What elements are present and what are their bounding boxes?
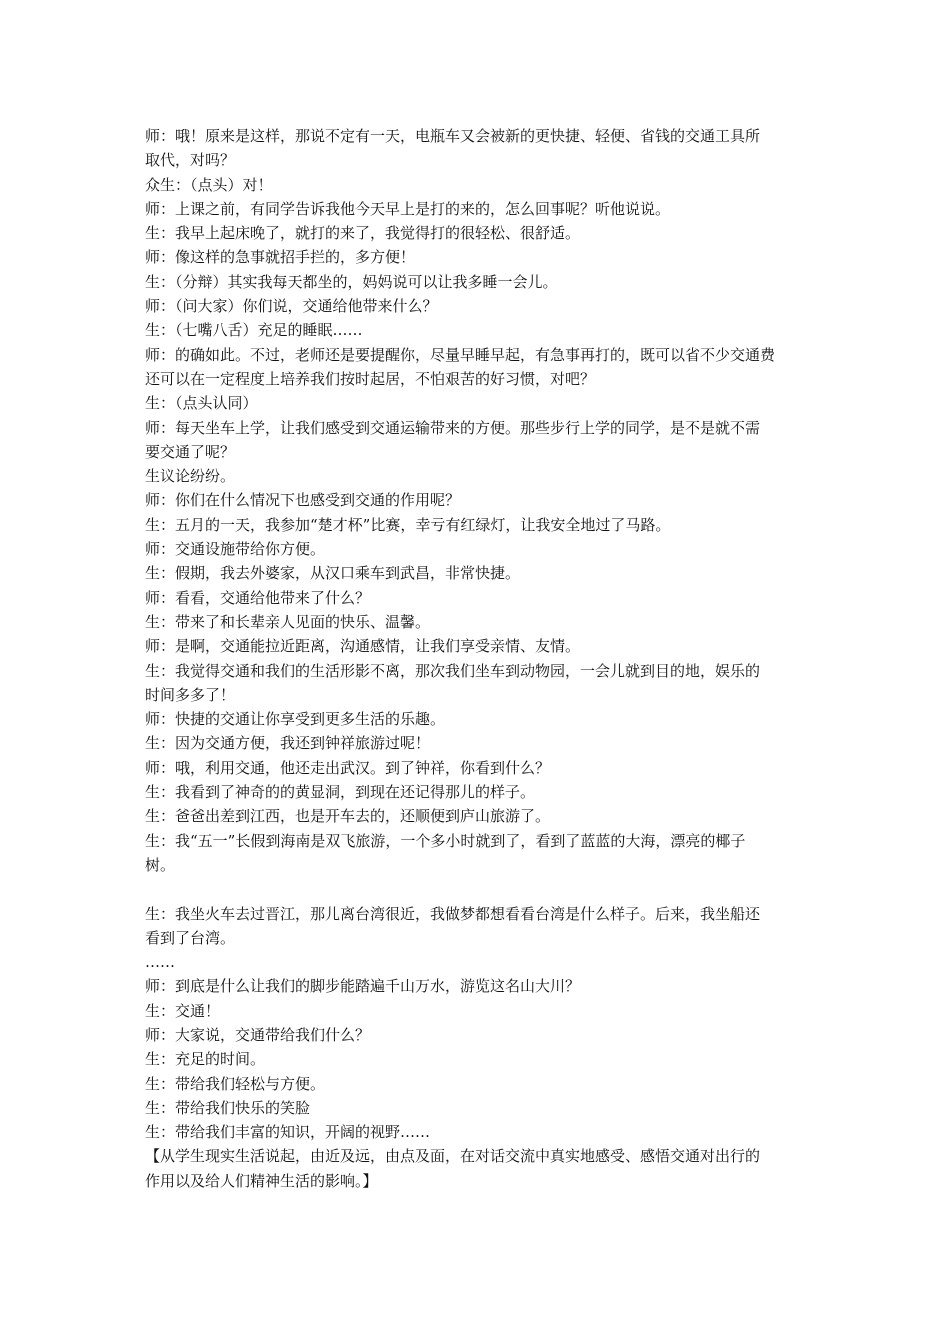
text-line: 生：带给我们快乐的笑脸 [145,1098,311,1117]
document-body [145,124,815,1193]
text-line: 生：带给我们轻松与方便。 [145,1074,326,1093]
text-line: 生：五月的一天，我参加“楚才杯”比赛，幸亏有红绿灯，让我安全地过了马路。 [145,515,671,534]
text-line: 生：我坐火车去过晋江，那儿离台湾很近，我做梦都想看看台湾是什么样子。后来，我坐船还 [145,904,761,923]
text-line: 【从学生现实生活说起，由近及远，由点及面，在对话交流中真实地感受、感悟交通对出行的 [145,1147,761,1166]
text-line: 生：（分辩）其实我每天都坐的，妈妈说可以让我多睡一会儿。 [145,272,558,291]
text-line: 师：交通设施带给你方便。 [145,540,326,559]
text-line: 生：我看到了神奇的的黄显洞，到现在还记得那儿的样子。 [145,783,536,802]
text-line: 师：上课之前，有同学告诉我他今天早上是打的来的，怎么回事呢？听他说说。 [145,199,671,218]
text-line: 师：你们在什么情况下也感受到交通的作用呢？ [145,491,461,510]
text-line: 看到了台湾。 [145,928,236,947]
text-line: 生：交通！ [145,1001,221,1020]
text-line: 师：看看，交通给他带来了什么？ [145,588,371,607]
text-line: 生：充足的时间。 [145,1050,266,1069]
text-line: 师：快捷的交通让你享受到更多生活的乐趣。 [145,710,446,729]
text-line: 生：假期，我去外婆家，从汉口乘车到武昌，非常快捷。 [145,564,521,583]
text-line: 要交通了呢？ [145,442,236,461]
text-line: 师：的确如此。不过，老师还是要提醒你，尽量早睡早起，有急事再打的，既可以省不少交通费 [145,345,776,364]
text-line: 师：哦，利用交通，他还走出武汉。到了钟祥，你看到什么？ [145,758,551,777]
text-line: 作用以及给人们精神生活的影响。】 [145,1171,378,1190]
text-line: 树。 [145,855,176,874]
text-line: 取代，对吗？ [145,151,236,170]
text-line: 生：带给我们丰富的知识，开阔的视野…… [145,1123,431,1142]
text-line: 生：因为交通方便，我还到钟祥旅游过呢！ [145,734,431,753]
text-line: 师：到底是什么让我们的脚步能踏遍千山万水，游览这名山大川？ [145,977,581,996]
text-line: 师：像这样的急事就招手拦的，多方便！ [145,248,416,267]
text-line: 师：每天坐车上学，让我们感受到交通运输带来的方便。那些步行上学的同学，是不是就不需 [145,418,761,437]
text-line: 师：是啊，交通能拉近距离，沟通感情，让我们享受亲情、友情。 [145,637,581,656]
text-line: 生：（点头认同） [145,394,258,413]
text-line: 师：哦！原来是这样，那说不定有一天，电瓶车又会被新的更快捷、轻便、省钱的交通工具所 [145,127,761,145]
blank-line [145,877,815,901]
text-line: 生：（七嘴八舌）充足的睡眠…… [145,321,363,340]
text-line: 生：我“五一”长假到海南是双飞旅游，一个多小时就到了，看到了蓝蓝的大海，漂亮的椰子 [145,831,746,850]
text-line: 生议论纷纷。 [145,467,236,486]
text-line: 生：爸爸出差到江西，也是开车去的，还顺便到庐山旅游了。 [145,807,551,826]
text-line: …… [145,953,175,972]
text-line: 众生：（点头）对！ [145,175,273,194]
text-line: 生：我觉得交通和我们的生活形影不离，那次我们坐车到动物园，一会儿就到目的地，娱乐的 [145,661,761,680]
text-line: 还可以在一定程度上培养我们按时起居，不怕艰苦的好习惯，对吧？ [145,369,596,388]
text-line: 生：带来了和长辈亲人见面的快乐、温馨。 [145,612,431,631]
text-line: 师：大家说，交通带给我们什么？ [145,1025,371,1044]
text-line: 时间多多了！ [145,685,236,704]
text-line: 生：我早上起床晚了，就打的来了，我觉得打的很轻松、很舒适。 [145,224,581,243]
text-line: 师：（问大家）你们说，交通给他带来什么？ [145,297,438,316]
